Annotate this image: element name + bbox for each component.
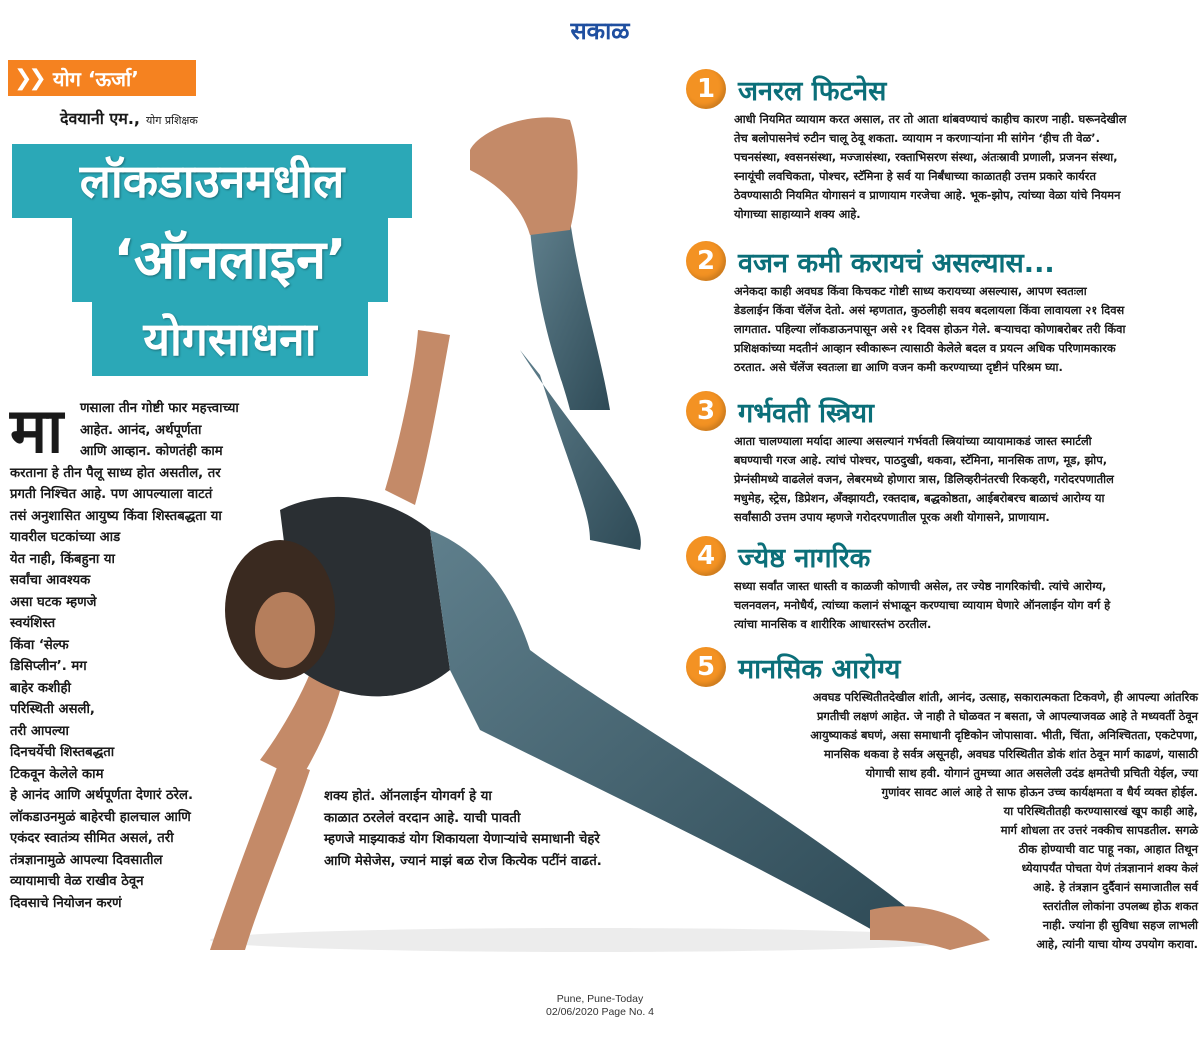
item-line: स्नायूंची लवचिकता, पोश्चर, स्टॅमिना हे सर्व या निर्बंधाच्या काळातही उत्तम प्रकारे कार्यरत (734, 169, 1096, 183)
intro-dropcap: मा (10, 394, 64, 467)
mid-line: शक्य होतं. ऑनलाईन योगवर्ग हे या (324, 789, 492, 804)
item-line: ठीक होण्याची वाट पाहू नका, आहात तिथून (1018, 842, 1198, 856)
intro-line: यावरील घटकांच्या आड (10, 530, 121, 545)
intro-line: एकंदर स्वातंत्र्य सीमित असलं, तरी (10, 831, 174, 846)
item-title: गर्भवती स्त्रिया (738, 397, 875, 429)
headline-block (12, 144, 412, 376)
intro-line: स्वयंशिस्त (10, 616, 56, 631)
item-body (734, 110, 1198, 224)
item-line: सर्वांसाठी उत्तम उपाय म्हणजे गरोदरपणातील पूरक अशी योगासने, प्राणायाम. (734, 510, 1050, 524)
intro-text (10, 394, 310, 914)
item-mental-health (686, 646, 1198, 954)
item-line: आहे. हे तंत्रज्ञान दुर्दैवानं समाजातील सर्व (1032, 880, 1198, 894)
item-weight-loss (686, 240, 1198, 377)
intro-line: तसं अनुशासित आयुष्य किंवा शिस्तबद्धता या (10, 508, 222, 524)
item-line: आहे, त्यांनी याचा योग्य उपयोग करावा. (1036, 937, 1198, 951)
mid-text (324, 786, 684, 872)
item-line: आता चालण्याला मर्यादा आल्या असल्यानं गर्भवती स्त्रियांच्या व्यायामाकडं जास्त स्मार्टली (734, 434, 1092, 448)
intro-line: दिवसाचे नियोजन करणं (10, 895, 122, 911)
headline-line-2: ‘ऑनलाइन’ (72, 218, 388, 302)
footer-edition: Pune, Pune-Today (556, 993, 644, 1005)
double-chevron-icon: ❯❯ (14, 65, 43, 91)
intro-line: तंत्रज्ञानामुळे आपल्या दिवसातील (10, 852, 163, 868)
page-footer (500, 993, 700, 1019)
masthead: सकाळ (570, 16, 630, 45)
item-line: अवघड परिस्थितीतदेखील शांती, आनंद, उत्साह, सकारात्मकता टिकवणे, ही आपल्या आंतरिक (812, 690, 1198, 704)
item-line: मार्ग शोधला तर उत्तरं नक्कीच सापडतील. सगळे (1000, 823, 1198, 837)
footer-date-page: 02/06/2020 Page No. 4 (545, 1006, 654, 1018)
item-body (734, 282, 1198, 377)
number-badge: 1 (686, 69, 726, 109)
item-line: लागतात. पहिल्या लॉकडाऊनपासून असे २१ दिवस होऊन गेले. बऱ्याचदा कोणाबरोबर तरी किंवा (734, 322, 1126, 336)
item-body (734, 432, 1198, 527)
item-title: जनरल फिटनेस (738, 75, 887, 107)
item-line: त्यांचा मानसिक व शारीरिक आधारस्तंभ ठरतील. (734, 617, 932, 631)
intro-line: दिनचर्येची शिस्तबद्धता (10, 745, 115, 760)
mid-line: म्हणजे माझ्याकडं योग शिकायला येणाऱ्यांचे समाधानी चेहरे (324, 832, 600, 847)
headline-line-1: लॉकडाउनमधील (12, 144, 412, 218)
item-line: नाही. ज्यांना ही सुविधा सहज लाभली (1042, 918, 1198, 932)
item-title: मानसिक आरोग्य (738, 653, 901, 685)
item-body (734, 577, 1198, 634)
intro-line: णसाला तीन गोष्टी फार महत्त्वाच्या (80, 401, 239, 416)
intro-line: आणि आव्हान. कोणतंही काम (80, 444, 223, 459)
item-line: अनेकदा काही अवघड किंवा किचकट गोष्टी साध्य करायच्या असल्यास, आपण स्वतःला (734, 284, 1087, 298)
item-line: आधी नियमित व्यायाम करत असाल, तर तो आता थांबवण्याचं काहीच कारण नाही. घरूनदेखील (734, 112, 1127, 126)
mid-line: आणि मेसेजेस, ज्यानं माझं बळ रोज कित्येक पटींनं वाढतं. (324, 853, 602, 869)
number-badge: 5 (686, 647, 726, 687)
item-title: वजन कमी करायचं असल्यास... (738, 247, 1055, 279)
item-line: योगाची साथ हवी. योगानं तुमच्या आत असलेली उदंड क्षमतेची प्रचिती येईल, ज्या (865, 766, 1198, 780)
item-general-fitness (686, 68, 1198, 224)
intro-line: हे आनंद आणि अर्थपूर्णता देणारं ठरेल. (10, 788, 193, 803)
headline-line-3: योगसाधना (92, 302, 368, 376)
item-line: चलनवलन, मनोधैर्य, त्यांच्या कलानं संभाळून करण्याचा व्यायाम घेणारे ऑनलाईन योग वर्ग हे (734, 598, 1111, 612)
item-line: या परिस्थितीतही करण्यासारखं खूप काही आहे, (1003, 804, 1198, 818)
item-line: स्तरांतील लोकांना उपलब्ध होऊ शकत (1042, 899, 1198, 913)
item-line: बघण्याची गरज आहे. त्यांचं पोश्चर, पाठदुखी, थकवा, स्टॅमिना, मानसिक ताण, मूड, झोप, (734, 453, 1108, 467)
intro-line: येत नाही, किंबहुना या (10, 551, 115, 567)
item-line: आयुष्याकडं बघणं, असा समाधानी दृष्टिकोन जोपासावा. भीती, चिंता, अनिश्चितता, एकटेपणा, (810, 728, 1198, 742)
intro-line: टिकवून केलेले काम (10, 766, 104, 782)
item-line: प्रगतीची लक्षणं आहेत. जे नाही ते घोळवत न बसता, जे आपल्याजवळ आहे ते मध्यवर्ती ठेवून (816, 709, 1198, 723)
item-line: तेच बलोपासनेचं रुटीन चालू ठेवू शकता. व्यायाम न करणाऱ्यांना मी सांगेन ‘हीच ती वेळ’. (734, 131, 1100, 145)
item-senior-citizens (686, 535, 1198, 634)
number-badge: 3 (686, 391, 726, 431)
item-body (734, 688, 1198, 954)
item-line: मानसिक थकवा हे सर्वत्र असूनही, अवघड परिस्थितीत डोकं शांत ठेवून मार्ग काढणं, यासाठी (824, 747, 1198, 761)
number-badge: 4 (686, 536, 726, 576)
mid-line: काळात ठरलेलं वरदान आहे. याची पावती (324, 810, 521, 826)
intro-line: किंवा ‘सेल्फ (10, 637, 69, 653)
item-line: ठेवण्यासाठी नियमित योगासनं व प्राणायाम गरजेचा आहे. भूक-झोप, त्यांच्या वेळा यांचे नियमन (734, 188, 1121, 202)
item-line: प्रशिक्षकांच्या मदतीनं आव्हान स्वीकारून त्यासाठी केलेले बदल व प्रयत्न अधिक परिणामकारक (734, 341, 1116, 355)
intro-line: असा घटक म्हणजे (10, 594, 97, 610)
intro-line: बाहेर कशीही (10, 680, 71, 696)
item-line: सध्या सर्वांत जास्त धास्ती व काळजी कोणाची असेल, तर ज्येष्ठ नागरिकांची. त्यांचे आरोग्य, (734, 579, 1107, 593)
intro-line: लॉकडाउनमुळं बाहेरची हालचाल आणि (10, 809, 191, 825)
item-line: ध्येयापर्यंत पोचता येणं तंत्रज्ञानानं शक्य केलं (1021, 861, 1198, 875)
byline-name: देवयानी एम., (60, 109, 140, 128)
item-pregnant-women (686, 390, 1198, 527)
section-tag-label: योग ‘ऊर्जा’ (52, 66, 139, 91)
intro-line: डिसिप्लीन’. मग (10, 659, 87, 674)
item-line: योगाच्या साहाय्याने शक्य आहे. (734, 207, 861, 221)
intro-line: करताना हे तीन पैलू साध्य होत असतील, तर (10, 465, 221, 481)
item-line: गुणांवर सावट आलं आहे ते साफ होऊन उच्च कार्यक्षमता व धैर्य व्यक्त होईल. (881, 785, 1198, 799)
byline-role: योग प्रशिक्षक (145, 114, 198, 127)
intro-line: व्यायामाची वेळ राखीव ठेवून (10, 874, 144, 889)
intro-line: प्रगती निश्चित आहे. पण आपल्याला वाटतं (10, 487, 213, 502)
item-title: ज्येष्ठ नागरिक (738, 542, 871, 574)
item-line: डेडलाईन किंवा चॅलेंज देतो. असं म्हणतात, कुठलीही सवय बदलायला किंवा लावायला २१ दिवस (734, 303, 1125, 317)
item-line: प्रेग्नंसीमध्ये वाढलेलं वजन, लेबरमध्ये होणारा त्रास, डिलिव्हरीनंतरची रिकव्हरी, गरोदरपणातील (734, 472, 1114, 486)
intro-line: तरी आपल्या (10, 723, 69, 739)
intro-line: सर्वांचा आवश्यक (10, 573, 91, 588)
section-tag (8, 60, 196, 96)
item-line: मधुमेह, स्ट्रेस, डिप्रेशन, ॲंक्झायटी, रक्तदाब, बद्धकोष्ठता, आईबरोबरच बाळाचं आरोग्य या (734, 491, 1105, 505)
number-badge: 2 (686, 241, 726, 281)
intro-line: परिस्थिती असली, (10, 702, 95, 717)
intro-line: आहेत. आनंद, अर्थपूर्णता (80, 422, 202, 438)
item-line: पचनसंस्था, श्वसनसंस्था, मज्जासंस्था, रक्ताभिसरण संस्था, अंतःस्रावी प्रणाली, प्रजनन संस्था, (734, 150, 1118, 164)
item-line: ठरतात. असे चॅलेंज स्वतःला द्या आणि वजन कमी करण्याच्या दृष्टीनं परिश्रम घ्या. (734, 360, 1063, 374)
